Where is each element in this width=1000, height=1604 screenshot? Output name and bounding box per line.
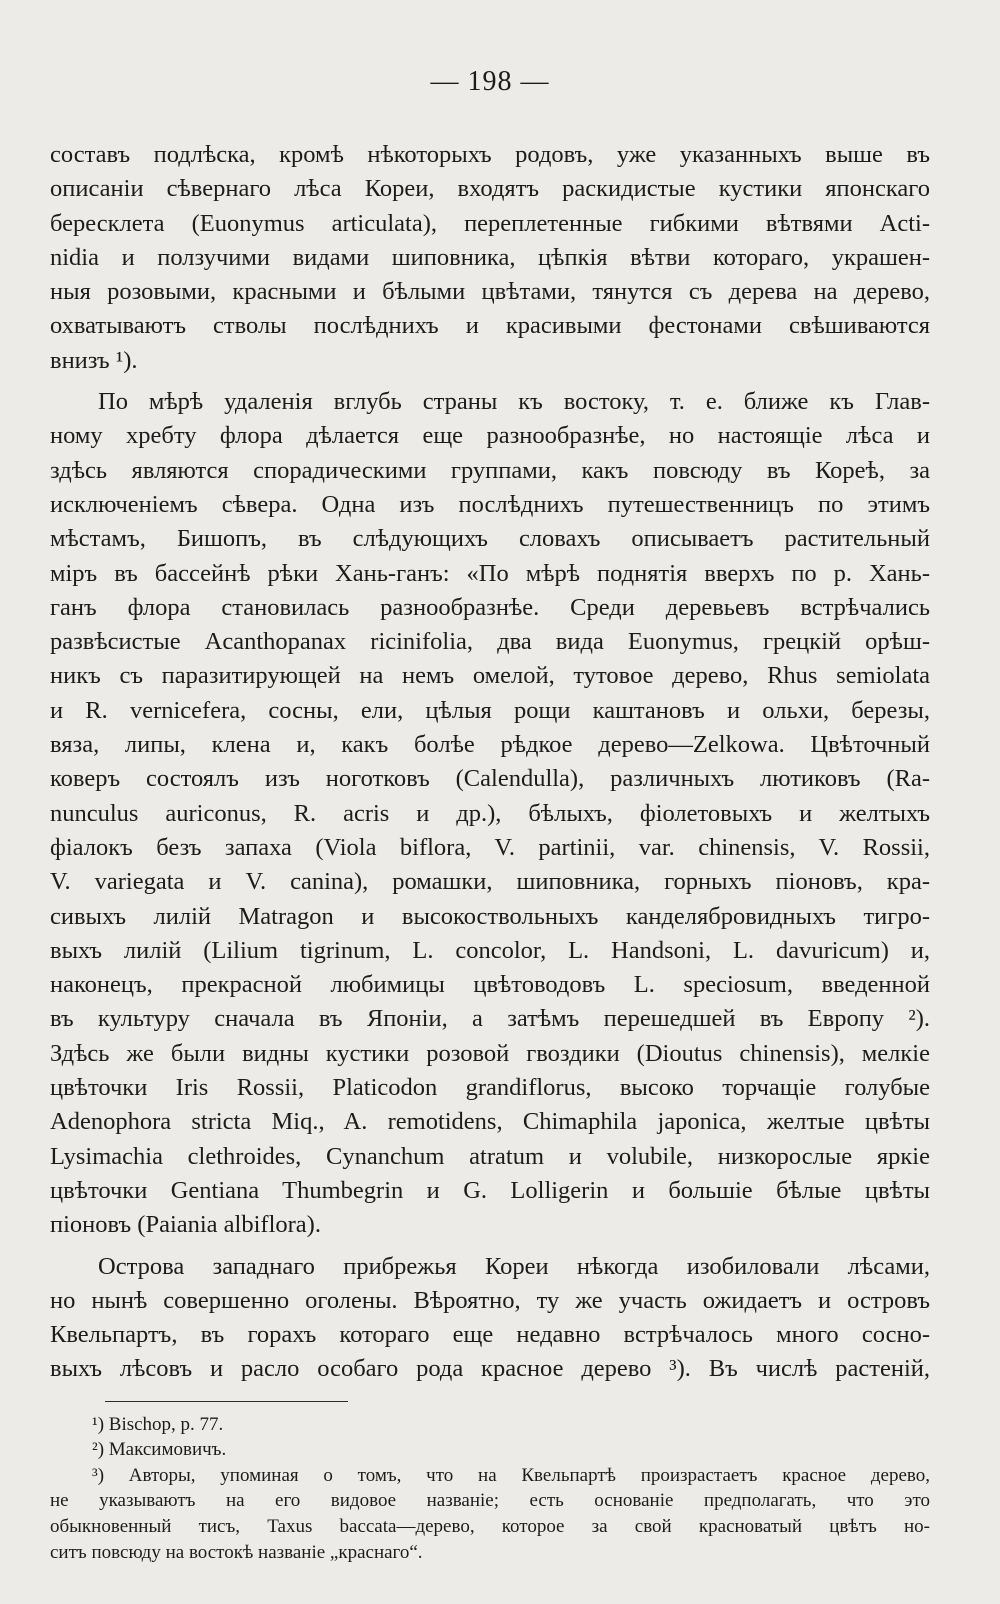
- text-line: По мѣрѣ удаленія вглубь страны къ востоку, т. е. ближе къ Глав-: [98, 388, 930, 416]
- text-line: внизъ ¹).: [50, 346, 138, 374]
- text-line: ному хребту флора дѣлается еще разнообразнѣе, но настоящіе лѣса и: [50, 422, 930, 450]
- text-line: сивыхъ лилій Matragon и высокоствольныхъ канделябровидныхъ тигро-: [50, 902, 930, 930]
- text-line: здѣсь являются спорадическими группами, какъ повсюду въ Кореѣ, за: [50, 456, 930, 484]
- footnote-line: не указываютъ на его видовое названіе; есть основаніе предполагать, что это: [50, 1490, 930, 1512]
- footnote: [50, 1463, 930, 1565]
- text-line: Adenophora stricta Miq., A. remotidens, Chimaphila japonica, желтые цвѣты: [50, 1108, 930, 1136]
- main-text: [50, 138, 930, 1387]
- text-line: Острова западнаго прибрежья Кореи нѣкогда изобиловали лѣсами,: [98, 1252, 930, 1280]
- text-line: цвѣточки Gentiana Thumbegrin и G. Lolligerin и большіе бѣлые цвѣты: [50, 1176, 930, 1204]
- footnote-line: ²) Максимовичъ.: [92, 1439, 227, 1461]
- text-line: Здѣсь же были видны кустики розовой гвоздики (Dioutus chinensis), мелкіе: [50, 1039, 930, 1067]
- text-line: nidia и ползучими видами шиповника, цѣпкія вѣтви котораго, украшен-: [50, 243, 930, 271]
- text-line: піоновъ (Paiania albiflora).: [50, 1211, 321, 1239]
- text-line: фіалокъ безъ запаха (Viola biflora, V. partinii, var. chinensis, V. Rossii,: [50, 833, 930, 861]
- text-line: міръ въ бассейнѣ рѣки Хань-ганъ: «По мѣрѣ поднятія вверхъ по р. Хань-: [50, 559, 930, 587]
- text-line: Квельпартъ, въ горахъ котораго еще недавно встрѣчалось много сосно-: [50, 1321, 930, 1349]
- text-line: nunculus auriconus, R. acris и др.), бѣлыхъ, фіолетовыхъ и желтыхъ: [50, 799, 930, 827]
- text-line: V. variegata и V. canina), ромашки, шиповника, горныхъ піоновъ, кра-: [50, 868, 930, 896]
- footnotes: [50, 1412, 930, 1566]
- text-line: наконецъ, прекрасной любимицы цвѣтоводовъ L. speciosum, введенной: [50, 971, 930, 999]
- text-line: мѣстамъ, Бишопъ, въ слѣдующихъ словахъ описываетъ растительный: [50, 525, 930, 553]
- text-line: никъ съ паразитирующей на немъ омелой, тутовое дерево, Rhus semiolata: [50, 662, 930, 690]
- text-line: коверъ состоялъ изъ ноготковъ (Calendulla), различныхъ лютиковъ (Ra-: [50, 765, 930, 793]
- paragraph: [50, 138, 930, 378]
- text-line: но нынѣ совершенно оголены. Вѣроятно, ту же участь ожидаетъ и островъ: [50, 1286, 930, 1314]
- text-line: выхъ лилій (Lilium tigrinum, L. concolor, L. Handsoni, L. davuricum) и,: [50, 936, 930, 964]
- footnote-line: ¹) Bischop, p. 77.: [92, 1413, 224, 1435]
- footnote: [50, 1437, 930, 1463]
- text-line: въ культуру сначала въ Японіи, а затѣмъ перешедшей въ Европу ²).: [50, 1005, 930, 1033]
- text-line: охватываютъ стволы послѣднихъ и красивыми фестонами свѣшиваются: [50, 312, 930, 340]
- text-line: вяза, липы, клена и, какъ болѣе рѣдкое дерево—Zelkowa. Цвѣточный: [50, 731, 930, 759]
- text-line: описаніи сѣвернаго лѣса Кореи, входятъ раскидистые кустики японскаго: [50, 175, 930, 203]
- footnote-line: обыкновенный тисъ, Taxus baccata—дерево, которое за свой красноватый цвѣтъ но-: [50, 1516, 930, 1538]
- text-line: развѣсистые Acanthopanax ricinifolia, два вида Euonymus, грецкій орѣш-: [50, 628, 930, 656]
- footnote: [50, 1412, 930, 1438]
- paragraph: [50, 385, 930, 1242]
- footnote-divider: [105, 1401, 348, 1402]
- text-line: исключеніемъ сѣвера. Одна изъ послѣднихъ путешественницъ по этимъ: [50, 490, 930, 518]
- footnote-line: ³) Авторы, упоминая о томъ, что на Квельпартѣ произрастаетъ красное дерево,: [92, 1464, 930, 1486]
- page-number: — 198 —: [430, 66, 550, 97]
- text-line: цвѣточки Iris Rossii, Platicodon grandiflorus, высоко торчащіе голубые: [50, 1074, 930, 1102]
- text-line: ганъ флора становилась разнообразнѣе. Среди деревьевъ встрѣчались: [50, 593, 930, 621]
- footnote-line: ситъ повсюду на востокѣ названіе „краснаго“.: [50, 1541, 423, 1563]
- text-line: составъ подлѣска, кромѣ нѣкоторыхъ родовъ, уже указанныхъ выше въ: [50, 141, 930, 168]
- text-line: ныя розовыми, красными и бѣлыми цвѣтами, тянутся съ дерева на дерево,: [50, 278, 930, 306]
- text-line: Lysimachia clethroides, Cynanchum atratum и volubile, низкорослые яркіе: [50, 1142, 930, 1170]
- paragraph: [50, 1250, 930, 1387]
- text-line: выхъ лѣсовъ и расло особаго рода красное дерево ³). Въ числѣ растеній,: [50, 1355, 930, 1383]
- text-line: бересклета (Euonymus articulata), переплетенные гибкими вѣтвями Acti-: [50, 209, 930, 237]
- text-line: и R. vernicefera, сосны, ели, цѣлыя рощи каштановъ и ольхи, березы,: [50, 696, 930, 724]
